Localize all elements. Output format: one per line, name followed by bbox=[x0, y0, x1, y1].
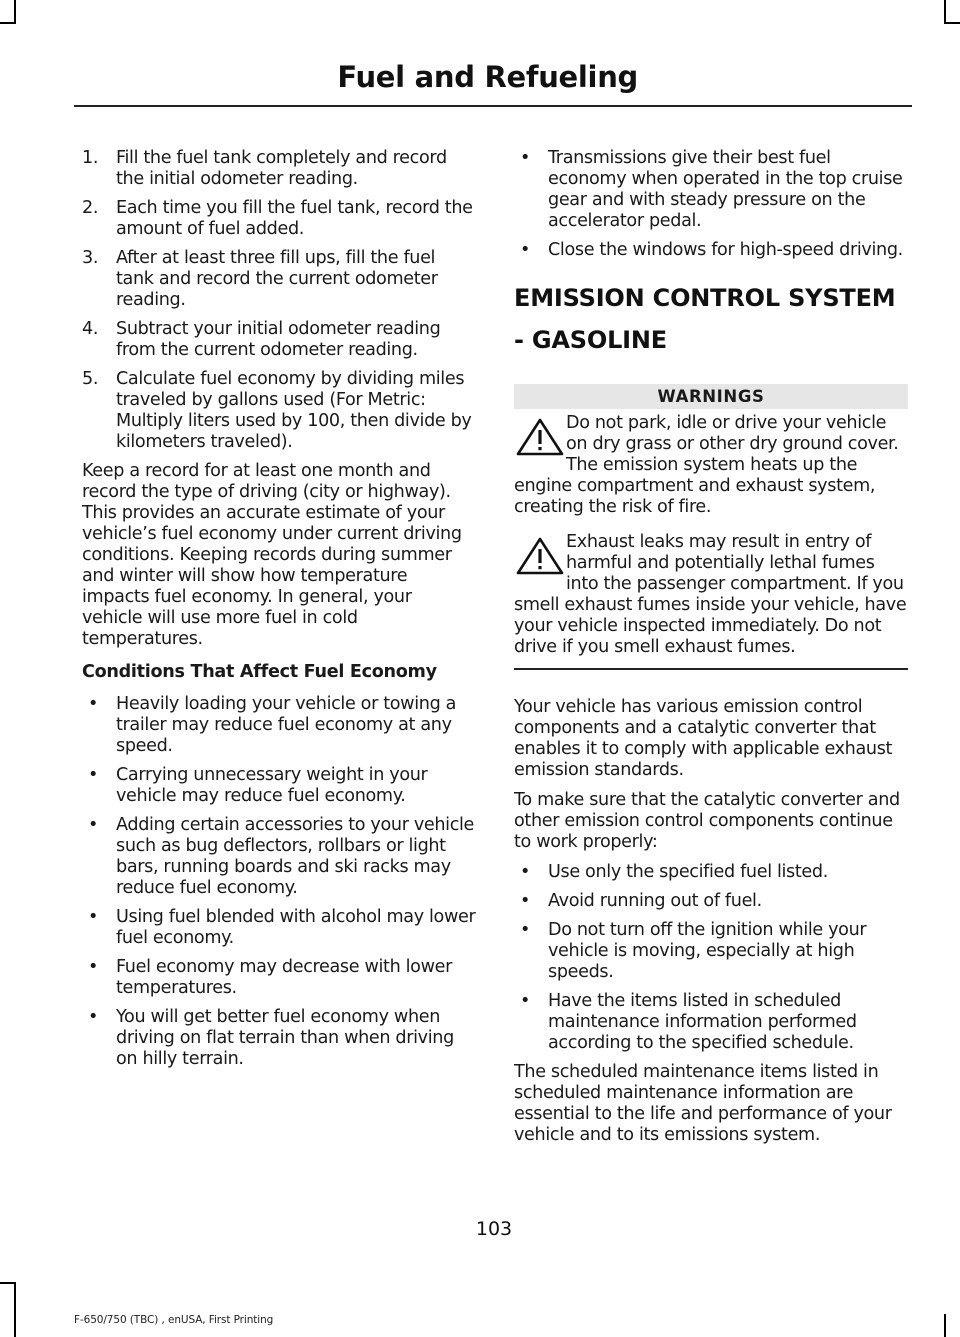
header-divider bbox=[74, 105, 912, 107]
bullet-dot-icon: • bbox=[88, 957, 99, 977]
list-item bbox=[82, 1007, 476, 1070]
list-item-text: Carrying unnecessary weight in your vehicle may reduce fuel economy. bbox=[116, 765, 428, 806]
list-item-text: Using fuel blended with alcohol may lower fuel economy. bbox=[116, 907, 476, 948]
emission-paragraph: The scheduled maintenance items listed in scheduled maintenance information are essential to the life and performance of your vehicle and to its emissions system. bbox=[514, 1061, 892, 1145]
list-item-text: Fuel economy may decrease with lower temperatures. bbox=[116, 957, 452, 998]
step-number: 5. bbox=[82, 369, 99, 389]
section-heading-line: - GASOLINE bbox=[514, 326, 667, 354]
list-item bbox=[514, 920, 908, 983]
step-text: Each time you fill the fuel tank, record the amount of fuel added. bbox=[116, 198, 473, 239]
footer-text: F-650/750 (TBC) , enUSA, First Printing bbox=[74, 1314, 274, 1326]
crop-mark-bottom-left-v bbox=[14, 1282, 16, 1337]
bullet-dot-icon: • bbox=[88, 907, 99, 927]
bullet-dot-icon: • bbox=[88, 1007, 99, 1027]
step-text: Subtract your initial odometer reading from the current odometer reading. bbox=[116, 319, 441, 360]
step-number: 2. bbox=[82, 198, 99, 218]
list-item-text: You will get better fuel economy when driving on flat terrain than when driving on hilly terrain. bbox=[116, 1007, 454, 1069]
list-item-text: Heavily loading your vehicle or towing a trailer may reduce fuel economy at any speed. bbox=[116, 694, 457, 756]
warnings-banner: WARNINGS bbox=[514, 384, 908, 409]
step-number: 4. bbox=[82, 319, 99, 339]
list-item bbox=[514, 148, 908, 232]
list-item bbox=[514, 862, 908, 883]
emission-paragraph: To make sure that the catalytic converter and other emission control components continue to work properly: bbox=[514, 789, 900, 852]
section-heading bbox=[514, 283, 908, 355]
section-subheading: Conditions That Affect Fuel Economy bbox=[82, 662, 437, 682]
list-item-text: Close the windows for high-speed driving. bbox=[548, 240, 903, 260]
bullet-dot-icon: • bbox=[88, 815, 99, 835]
numbered-step bbox=[82, 248, 476, 311]
list-item bbox=[82, 957, 476, 999]
step-text: Fill the fuel tank completely and record the initial odometer reading. bbox=[116, 148, 447, 189]
step-text: After at least three fill ups, fill the fuel tank and record the current odometer reading. bbox=[116, 248, 438, 310]
step-text: Calculate fuel economy by dividing miles traveled by gallons used (For Metric: Multiply liters used by 100, then divide by kilometers traveled). bbox=[116, 369, 472, 452]
list-item bbox=[82, 765, 476, 807]
crop-mark-bottom-right-v bbox=[944, 1314, 946, 1337]
list-item bbox=[82, 694, 476, 757]
list-item bbox=[514, 991, 908, 1054]
page-title: Fuel and Refueling bbox=[337, 60, 638, 94]
right-column bbox=[514, 148, 908, 1155]
warnings-divider bbox=[514, 668, 908, 670]
numbered-step bbox=[82, 198, 476, 240]
crop-mark-top-left-h bbox=[0, 22, 16, 24]
list-item-text: Use only the specified fuel listed. bbox=[548, 861, 828, 882]
list-item-text: Transmissions give their best fuel economy when operated in the top cruise gear and with steady pressure on the accelerator pedal. bbox=[548, 148, 903, 231]
bullet-dot-icon: • bbox=[520, 240, 531, 260]
crop-mark-top-left-v bbox=[14, 0, 16, 22]
list-item-text: Do not turn off the ignition while your vehicle is moving, especially at high speeds. bbox=[548, 919, 867, 982]
warning-text: Exhaust leaks may result in entry of harmful and potentially lethal fumes into the passenger compartment. If you smell exhaust fumes inside your vehicle, have your vehicle inspected immediately. Do not drive if you smell exhaust fumes. bbox=[514, 532, 907, 657]
bullet-dot-icon: • bbox=[520, 148, 531, 168]
step-number: 3. bbox=[82, 248, 99, 268]
crop-mark-bottom-left-h bbox=[0, 1282, 16, 1284]
list-item bbox=[514, 891, 908, 912]
warning-triangle-icon bbox=[514, 417, 566, 457]
emission-paragraph: Your vehicle has various emission control components and a catalytic converter that enables it to comply with applicable exhaust emission standards. bbox=[514, 696, 893, 780]
left-column bbox=[82, 148, 476, 1078]
bullet-dot-icon: • bbox=[520, 861, 531, 882]
warning-triangle-icon bbox=[514, 536, 566, 576]
warning-block bbox=[514, 413, 908, 518]
warning-block bbox=[514, 532, 908, 658]
bullet-dot-icon: • bbox=[520, 990, 531, 1011]
list-item bbox=[82, 815, 476, 899]
page-number: 103 bbox=[475, 1218, 513, 1240]
crop-mark-top-right-v bbox=[944, 0, 946, 22]
list-item bbox=[82, 907, 476, 949]
bullet-dot-icon: • bbox=[88, 765, 99, 785]
bullet-dot-icon: • bbox=[88, 694, 99, 714]
bullet-dot-icon: • bbox=[520, 919, 531, 940]
list-item-text: Have the items listed in scheduled maintenance information performed according to the specified schedule. bbox=[548, 990, 857, 1053]
numbered-step bbox=[82, 319, 476, 361]
section-heading-line: EMISSION CONTROL SYSTEM bbox=[514, 284, 896, 312]
numbered-step bbox=[82, 148, 476, 190]
list-item-text: Avoid running out of fuel. bbox=[548, 890, 762, 911]
bullet-dot-icon: • bbox=[520, 890, 531, 911]
list-item bbox=[514, 240, 908, 261]
warning-text: Do not park, idle or drive your vehicle on dry grass or other dry ground cover. The emission system heats up the engine compartment and exhaust system, creating the risk of fire. bbox=[514, 413, 899, 517]
fuel-record-paragraph: Keep a record for at least one month and record the type of driving (city or highway). This provides an accurate estimate of your vehicle’s fuel economy under current driving conditions. Keeping records during summer and winter will show how temperature impacts fuel economy. In general, your vehicle will use more fuel in cold temperatures. bbox=[82, 461, 462, 649]
numbered-step bbox=[82, 369, 476, 453]
list-item-text: Adding certain accessories to your vehicle such as bug deflectors, rollbars or light bars, running boards and ski racks may reduce fuel economy. bbox=[116, 815, 475, 898]
crop-mark-top-right-h bbox=[944, 22, 960, 24]
step-number: 1. bbox=[82, 148, 99, 168]
